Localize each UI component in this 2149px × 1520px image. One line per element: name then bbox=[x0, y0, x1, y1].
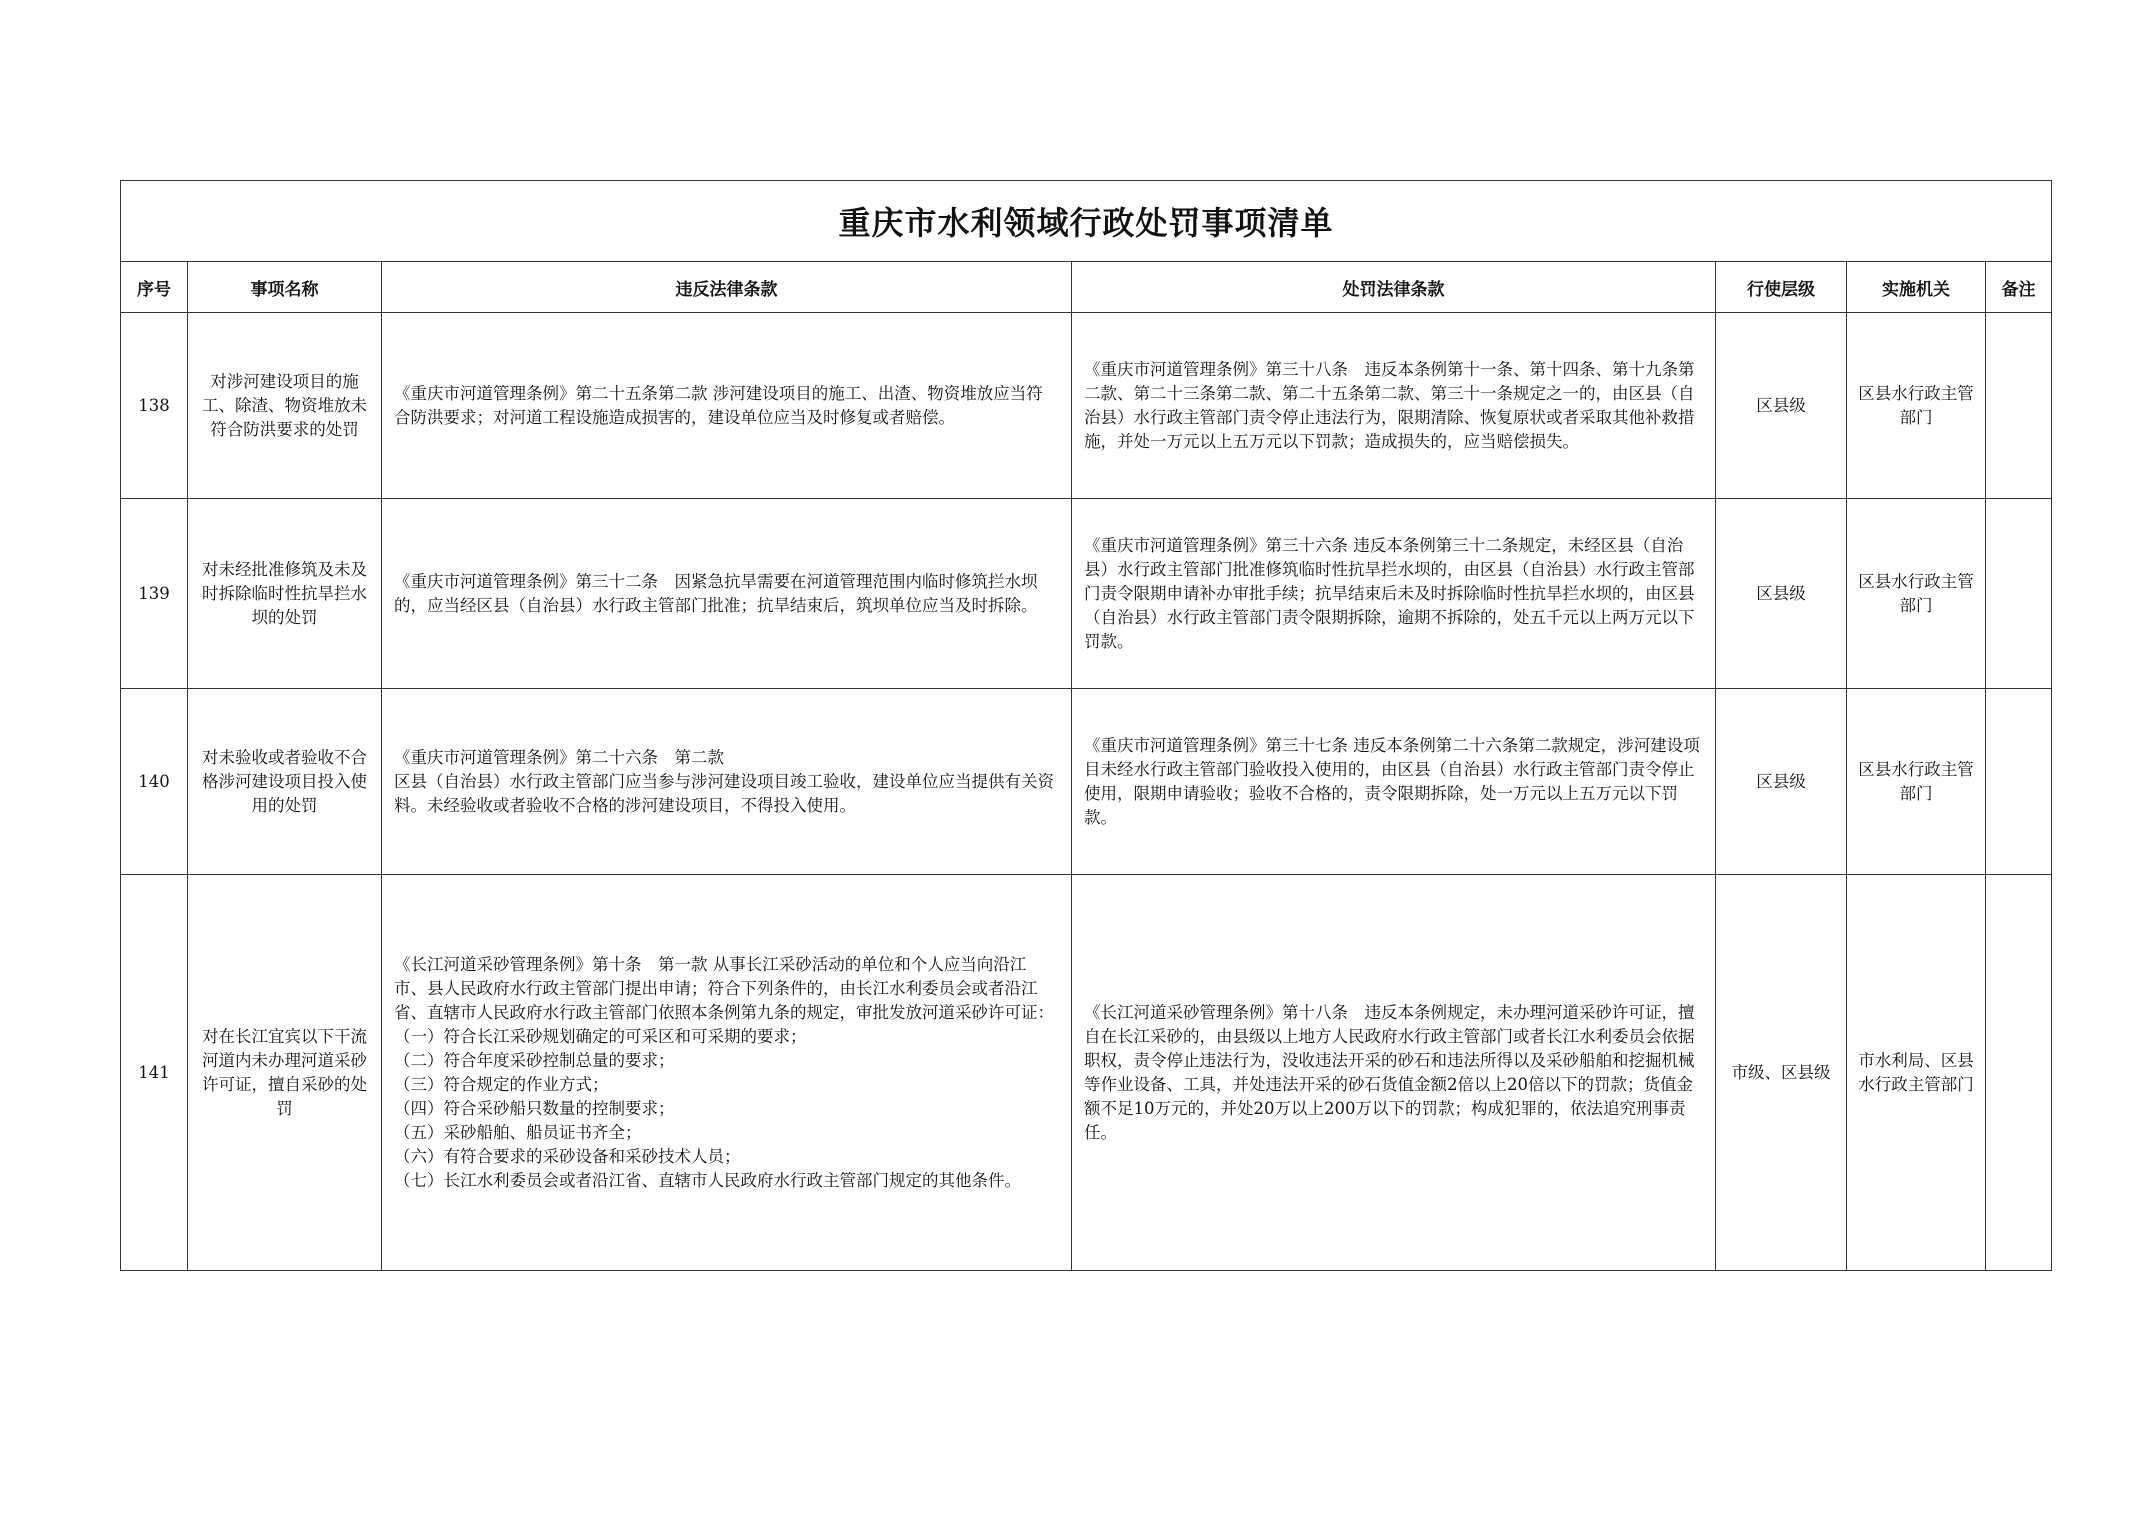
penalty-table bbox=[120, 180, 2052, 1271]
header-level: 行使层级 bbox=[1716, 262, 1847, 313]
table-row bbox=[121, 689, 2052, 875]
header-remark: 备注 bbox=[1986, 262, 2052, 313]
cell-seq: 138 bbox=[121, 313, 188, 499]
cell-penalty: 《重庆市河道管理条例》第三十六条 违反本条例第三十二条规定，未经区县（自治县）水行政主管部门批准修筑临时性抗旱拦水坝的，由区县（自治县）水行政主管部门责令限期申请补办审批手续；抗旱结束后未及时拆除临时性抗旱拦水坝的，由区县（自治县）水行政主管部门责令限期拆除，逾期不拆除的，处五千元以上两万元以下罚款。 bbox=[1072, 499, 1716, 689]
cell-violation: 《长江河道采砂管理条例》第十条 第一款 从事长江采砂活动的单位和个人应当向沿江市、县人民政府水行政主管部门提出申请；符合下列条件的，由长江水利委员会或者沿江省、直辖市人民政府水行政主管部门依照本条例第九条的规定，审批发放河道采砂许可证： （一）符合长江采砂规划确定的可采区和可采期的要求； （二）符合年度采砂控制总量的要求； （三）符合规定的作业方式； （四）符合采砂船只数量的控制要求； （五）采砂船舶、船员证书齐全； （六）有符合要求的采砂设备和采砂技术人员； （七）长江水利委员会或者沿江省、直辖市人民政府水行政主管部门规定的其他条件。 bbox=[382, 875, 1072, 1271]
header-violation: 违反法律条款 bbox=[382, 262, 1072, 313]
cell-penalty: 《重庆市河道管理条例》第三十八条 违反本条例第十一条、第十四条、第十九条第二款、第二十三条第二款、第二十五条第二款、第三十一条规定之一的，由区县（自治县）水行政主管部门责令停止违法行为，限期清除、恢复原状或者采取其他补救措施，并处一万元以上五万元以下罚款；造成损失的，应当赔偿损失。 bbox=[1072, 313, 1716, 499]
cell-penalty: 《重庆市河道管理条例》第三十七条 违反本条例第二十六条第二款规定，涉河建设项目未经水行政主管部门验收投入使用的，由区县（自治县）水行政主管部门责令停止使用，限期申请验收；验收不合格的，责令限期拆除，处一万元以上五万元以下罚款。 bbox=[1072, 689, 1716, 875]
cell-violation: 《重庆市河道管理条例》第二十六条 第二款 区县（自治县）水行政主管部门应当参与涉河建设项目竣工验收，建设单位应当提供有关资料。未经验收或者验收不合格的涉河建设项目，不得投入使用。 bbox=[382, 689, 1072, 875]
cell-item: 对未经批准修筑及未及时拆除临时性抗旱拦水坝的处罚 bbox=[188, 499, 382, 689]
cell-violation: 《重庆市河道管理条例》第二十五条第二款 涉河建设项目的施工、出渣、物资堆放应当符合防洪要求；对河道工程设施造成损害的，建设单位应当及时修复或者赔偿。 bbox=[382, 313, 1072, 499]
cell-agency: 市水利局、区县水行政主管部门 bbox=[1847, 875, 1986, 1271]
cell-level: 市级、区县级 bbox=[1716, 875, 1847, 1271]
cell-seq: 139 bbox=[121, 499, 188, 689]
cell-penalty: 《长江河道采砂管理条例》第十八条 违反本条例规定，未办理河道采砂许可证，擅自在长江采砂的，由县级以上地方人民政府水行政主管部门或者长江水利委员会依据职权，责令停止违法行为，没收违法开采的砂石和违法所得以及采砂船舶和挖掘机械等作业设备、工具，并处违法开采的砂石货值金额2倍以上20倍以下的罚款；货值金额不足10万元的，并处20万以上200万以下的罚款；构成犯罪的，依法追究刑事责任。 bbox=[1072, 875, 1716, 1271]
cell-item: 对未验收或者验收不合格涉河建设项目投入使用的处罚 bbox=[188, 689, 382, 875]
cell-agency: 区县水行政主管部门 bbox=[1847, 499, 1986, 689]
cell-item: 对涉河建设项目的施工、除渣、物资堆放未符合防洪要求的处罚 bbox=[188, 313, 382, 499]
cell-level: 区县级 bbox=[1716, 313, 1847, 499]
table-row bbox=[121, 499, 2052, 689]
cell-remark bbox=[1986, 689, 2052, 875]
page-title: 重庆市水利领域行政处罚事项清单 bbox=[121, 181, 2052, 262]
table-row bbox=[121, 875, 2052, 1271]
cell-agency: 区县水行政主管部门 bbox=[1847, 689, 1986, 875]
cell-violation: 《重庆市河道管理条例》第三十二条 因紧急抗旱需要在河道管理范围内临时修筑拦水坝的，应当经区县（自治县）水行政主管部门批准；抗旱结束后，筑坝单位应当及时拆除。 bbox=[382, 499, 1072, 689]
cell-remark bbox=[1986, 499, 2052, 689]
header-seq: 序号 bbox=[121, 262, 188, 313]
cell-level: 区县级 bbox=[1716, 689, 1847, 875]
cell-item: 对在长江宜宾以下干流河道内未办理河道采砂许可证，擅自采砂的处罚 bbox=[188, 875, 382, 1271]
penalty-list-sheet bbox=[120, 180, 2051, 1271]
cell-remark bbox=[1986, 875, 2052, 1271]
header-penalty: 处罚法律条款 bbox=[1072, 262, 1716, 313]
table-row bbox=[121, 313, 2052, 499]
cell-level: 区县级 bbox=[1716, 499, 1847, 689]
cell-remark bbox=[1986, 313, 2052, 499]
header-agency: 实施机关 bbox=[1847, 262, 1986, 313]
cell-seq: 141 bbox=[121, 875, 188, 1271]
header-item: 事项名称 bbox=[188, 262, 382, 313]
cell-agency: 区县水行政主管部门 bbox=[1847, 313, 1986, 499]
cell-seq: 140 bbox=[121, 689, 188, 875]
table-header-row bbox=[121, 262, 2052, 313]
